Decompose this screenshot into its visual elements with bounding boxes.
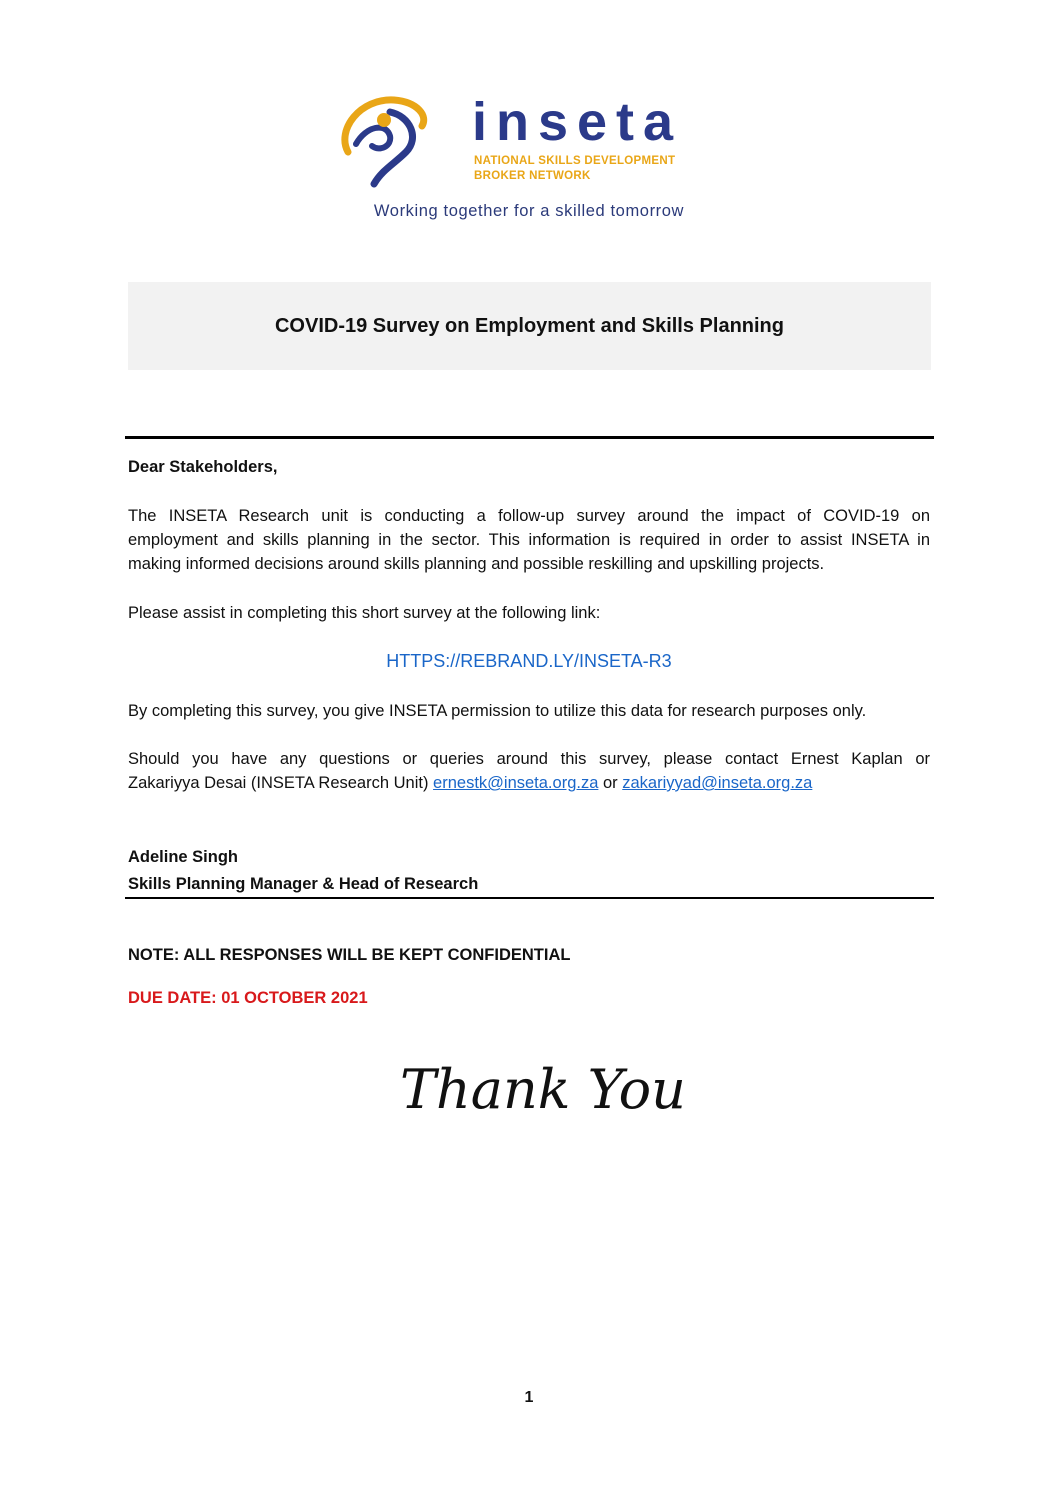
page-number: 1 [524,1389,534,1406]
contact-prefix: Zakariyya Desai (INSETA Research Unit) [128,774,429,792]
intro-line-3: making informed decisions around skills planning and possible reskilling and upskilling projects. [128,555,825,573]
survey-request: Please assist in completing this short survey at the following link: [128,604,601,622]
contact-line-2 [128,771,930,795]
intro-line-2: employment and skills planning in the sector. This information is required in order to assist INSETA in [128,531,930,549]
title-box [128,282,931,370]
thank-you-script: Thank You [400,1058,686,1121]
bottom-divider [125,897,934,899]
survey-link[interactable]: HTTPS://REBRAND.LY/INSETA-R3 [386,651,672,671]
contact-line-1: Should you have any questions or queries around this survey, please contact Ernest Kaplan or [128,750,930,768]
due-date: DUE DATE: 01 OCTOBER 2021 [128,989,368,1007]
permission-text: By completing this survey, you give INSETA permission to utilize this data for research purposes only. [128,702,867,720]
email-link-zakariyya[interactable]: zakariyyad@inseta.org.za [622,774,813,792]
logo-wordmark: inseta [472,92,683,152]
logo-tagline: Working together for a skilled tomorrow [373,202,685,220]
signatory-name: Adeline Singh [128,848,239,866]
page-title: COVID-19 Survey on Employment and Skills Planning [274,314,784,337]
signatory-role: Skills Planning Manager & Head of Research [128,875,479,893]
intro-line-1: The INSETA Research unit is conducting a follow-up survey around the impact of COVID-19 on [128,507,930,525]
logo-subtitle-line1: NATIONAL SKILLS DEVELOPMENT [474,155,676,167]
logo-subtitle-line2: BROKER NETWORK [474,170,591,182]
logo-subtitle [474,154,675,184]
salutation: Dear Stakeholders, [128,458,278,476]
inseta-emblem-icon [330,90,440,190]
email-link-ernest[interactable]: ernestk@inseta.org.za [433,774,599,792]
top-divider [125,436,934,439]
or-text: or [602,774,618,792]
confidential-note: NOTE: ALL RESPONSES WILL BE KEPT CONFIDENTIAL [128,946,571,964]
